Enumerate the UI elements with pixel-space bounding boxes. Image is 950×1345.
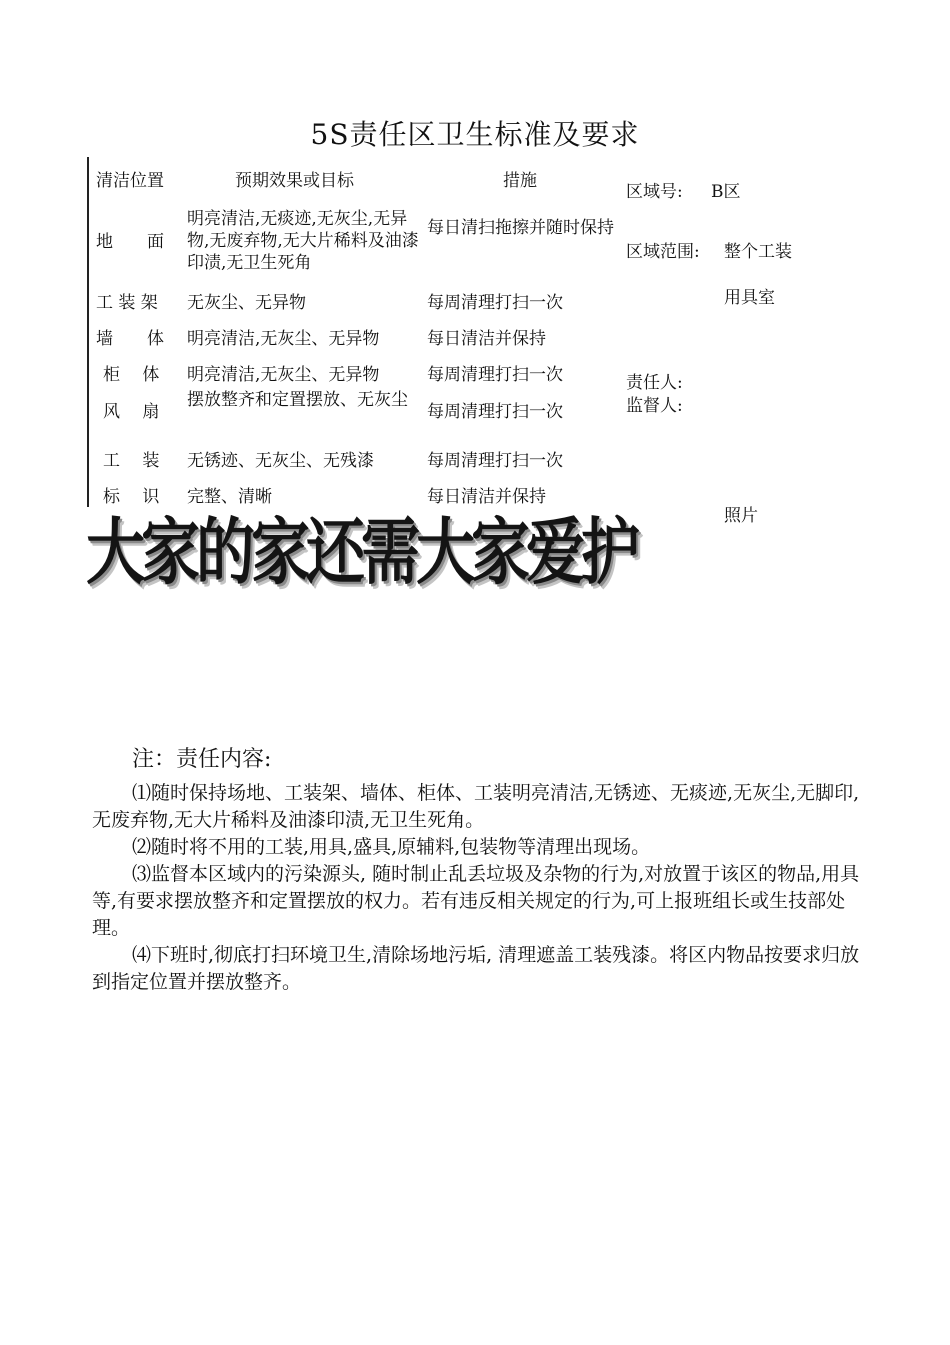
row-position: 工 装 架 — [96, 293, 158, 313]
row-position: 工 装 — [103, 451, 160, 471]
row-position: 柜 体 — [103, 365, 160, 385]
row-measure: 每日清洁并保持 — [427, 487, 546, 507]
note-item: ⑶监督本区域内的污染源头, 随时制止乱丢垃圾及杂物的行为,对放置于该区的物品,用具等,有要求摆放整齐和定置摆放的权力。若有违反相关规定的行为,可上报班组长或生技部处理。 — [92, 863, 860, 939]
row-goal: 完整、清晰 — [187, 487, 272, 507]
supervisor-label: 监督人: — [626, 396, 683, 416]
photo-label: 照片 — [724, 506, 758, 526]
row-measure: 每周清理打扫一次 — [427, 365, 563, 385]
responsible-label: 责任人: — [626, 373, 683, 393]
row-goal: 明亮清洁,无灰尘、无异物 — [187, 365, 380, 385]
area-range-value: 整个工装 — [724, 242, 792, 262]
row-goal: 明亮清洁,无痰迹,无灰尘,无异物,无废弃物,无大片稀料及油漆印渍,无卫生死角 — [187, 209, 419, 273]
header-goal: 预期效果或目标 — [235, 171, 354, 191]
row-measure: 每周清理打扫一次 — [427, 293, 563, 313]
table-left-border — [87, 157, 89, 507]
area-number-value: B区 — [711, 182, 741, 202]
row-goal: 无灰尘、无异物 — [187, 293, 306, 313]
row-measure: 每周清理打扫一次 — [427, 402, 563, 422]
row-position: 风 扇 — [103, 402, 160, 422]
row-measure: 每周清理打扫一次 — [427, 451, 563, 471]
row-goal: 无锈迹、无灰尘、无残漆 — [187, 451, 374, 471]
row-goal: 明亮清洁,无灰尘、无异物 — [187, 329, 380, 349]
slogan-banner: 大家的家还需大家爱护 — [86, 509, 637, 595]
row-measure: 每日清扫拖擦并随时保持 — [427, 218, 614, 238]
header-measure: 措施 — [503, 171, 537, 191]
row-measure: 每日清洁并保持 — [427, 329, 546, 349]
row-position: 墙 体 — [96, 329, 164, 349]
note-item: ⑴随时保持场地、工装架、墙体、柜体、工装明亮清洁,无锈迹、无痰迹,无灰尘,无脚印,无废弃物,无大片稀料及油漆印渍,无卫生死角。 — [92, 782, 860, 831]
note-item: ⑵随时将不用的工装,用具,盛具,原辅料,包装物等清理出现场。 — [132, 836, 651, 858]
row-goal: 摆放整齐和定置摆放、无灰尘 — [187, 390, 408, 410]
area-number-label: 区域号: — [626, 182, 683, 202]
notes-heading: 注：责任内容: — [132, 747, 272, 772]
notes-body — [92, 780, 867, 996]
row-position: 地 面 — [96, 232, 164, 252]
area-range-value-line2: 用具室 — [724, 288, 775, 308]
page-title: 5S责任区卫生标准及要求 — [310, 118, 640, 151]
header-position: 清洁位置 — [96, 171, 164, 191]
note-item: ⑷下班时,彻底打扫环境卫生,清除场地污垢, 清理遮盖工装残漆。将区内物品按要求归放到指定位置并摆放整齐。 — [92, 944, 860, 993]
row-position: 标 识 — [103, 487, 160, 507]
area-range-label: 区域范围: — [626, 242, 700, 262]
